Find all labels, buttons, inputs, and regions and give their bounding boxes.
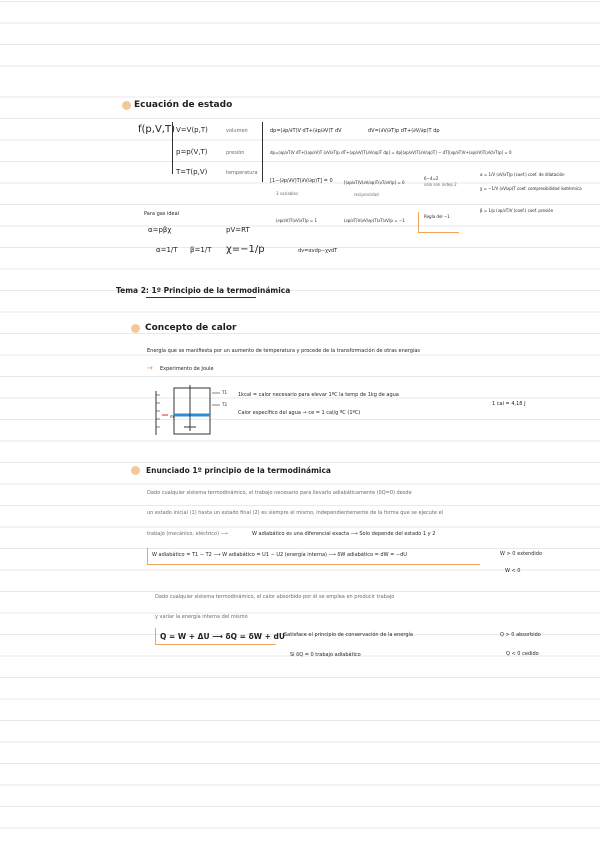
- first-law-para2-line2: y variar la energía interna del mismo: [155, 614, 248, 620]
- function-label: f(p,V,T): [138, 124, 175, 135]
- joule-apparatus-diagram: [146, 385, 232, 437]
- ideal-coef-alpha: α=1/T: [156, 246, 178, 254]
- w-condition-negative: W < 0: [505, 568, 521, 574]
- equations-divider: [262, 122, 263, 182]
- coef-beta: β = 1/p (∂p/∂T)V (coef.) coef. presión: [480, 208, 554, 213]
- ratio-equation: (∂p/∂V)T(∂V/∂T)p = 1: [276, 218, 318, 223]
- first-law-para1-line1: Dado cualquier sistema termodinámico, el trabajo necesario para llevarlo adiabáticamente (δQ=0) desde: [147, 490, 412, 496]
- bullet-dot-icon: [131, 466, 140, 475]
- def-volume-expr: V=V(p,T): [176, 126, 208, 134]
- star-note-1: 6−4=2: [424, 176, 439, 181]
- ideal-dv-equation: dv=αvdp−χvdT: [298, 248, 338, 254]
- definitions-divider: [172, 122, 173, 174]
- arrow-icon: →: [147, 364, 153, 372]
- calorie-joule-note: 1 cal = 4,18 J: [492, 401, 526, 407]
- ideal-coef-beta: β=1/T: [190, 246, 212, 254]
- specific-heat-water: Calor específico del agua → ce = 1 cal/g ºC (1ºC): [238, 410, 361, 416]
- w-adiabatic-equation: W adiabático = T1 − T2 ⟶ W adiabático = U1 − U2 (energía interna) ⟶ δW adiabático = dW = −dU: [152, 552, 407, 558]
- bracket2-equation: [(∂p/∂T)V(∂V/∂p)T(∂T/∂V)p] = 0: [344, 180, 405, 185]
- ideal-gas-label: Para gas ideal: [144, 211, 180, 217]
- topic-underline: [146, 297, 256, 298]
- q-condition-released: Q < 0 cedido: [506, 651, 539, 657]
- def-temperature-expr: T=T(p,V): [176, 168, 208, 176]
- dp-expanded-equation: dp=(∂p/∂T)V dT+[(∂p/∂V)T (∂V/∂T)p dT+(∂p/∂V)T(∂V/∂p)T dp] = dp[(∂p/∂V)T(∂V/∂p)T] − dT[(∂p/∂T)V+(∂p/∂V)T(∂V/∂T)p] = 0: [270, 150, 512, 155]
- bullet-dot-icon: [122, 101, 131, 110]
- first-law-para1-line3a: trabajo (mecánico, eléctrico) ⟶: [147, 531, 228, 537]
- q-note-conservation: Satisface el principio de conservación de la energía: [284, 632, 413, 638]
- w-condition-positive: W > 0 extendido: [500, 551, 543, 557]
- topic-title: Tema 2: 1º Principio de la termodinámica: [116, 286, 291, 295]
- dp-equation: dp=(∂p/∂T)V dT+(∂p/∂V)T dV: [270, 128, 342, 134]
- coef-chi: χ = −1/V (∂V/∂p)T coef. compresibilidad isotérmica: [480, 186, 582, 191]
- ideal-gas-equation: pV=RT: [226, 226, 250, 234]
- first-law-para1-line3b: W adiabático es una diferencial exacta ⟶ Solo depende del estado 1 y 2: [252, 531, 436, 537]
- variables-label: 3 variables: [276, 191, 299, 196]
- bullet-dot-icon: [131, 324, 140, 333]
- q-note-adiabatic: Si δQ = 0 trabajo adiabático: [290, 652, 361, 658]
- first-law-para2-line1: Dado cualquier sistema termodinámico, el calor absorbido por él se emplea en producir trabajo: [155, 594, 395, 600]
- ideal-alpha: α=pβχ: [148, 226, 172, 234]
- section-title-heat: Concepto de calor: [145, 323, 237, 333]
- euler-rule-label: Regla del −1: [424, 214, 450, 219]
- diagram-label-t1: T1: [222, 390, 227, 395]
- def-volume-note: volumen: [226, 128, 248, 134]
- def-pressure-note: presión: [226, 150, 245, 156]
- kcal-definition: 1kcal = calor necesario para elevar 1ºC la temp de 1kg de agua: [238, 392, 399, 398]
- q-equation: Q = W + ΔU ⟶ δQ = δW + dU: [160, 632, 285, 641]
- def-temperature-note: temperatura: [226, 170, 258, 176]
- first-law-para1-line2: un estado inicial (1) hasta un estado final (2) es siempre el mismo, independientemente de la forma que se ejecute el: [147, 510, 444, 516]
- bracket-equation: [1−(∂p/∂V)T(∂V/∂p)T] = 0: [270, 178, 333, 184]
- def-pressure-expr: p=p(V,T): [176, 148, 208, 156]
- cyclic-equation: (∂p/∂T)V(∂V/∂p)T(∂T/∂V)p = −1: [344, 218, 405, 223]
- diagram-label-t2: T2: [222, 402, 227, 407]
- coef-alpha: α = 1/V (∂V/∂T)p (coef.) coef. de dilatación: [480, 172, 565, 177]
- reciprocity-label: reciprocidad: [354, 192, 379, 197]
- section-title-first-law: Enunciado 1º principio de la termodinámica: [146, 466, 331, 475]
- heat-definition: Energía que se manifiesta por un aumento de temperatura y procede de la transformación de otras energías: [147, 348, 421, 354]
- dv-equation: dV=(∂V/∂T)p dT+(∂V/∂p)T dp: [368, 128, 440, 134]
- q-condition-absorbed: Q > 0 absorbido: [500, 632, 541, 638]
- ideal-coef-chi: χ=−1/p: [226, 244, 265, 255]
- section-title-state-equation: Ecuación de estado: [134, 100, 233, 110]
- diagram-label-m: m: [170, 414, 174, 419]
- joule-experiment-label: Experimento de Joule: [160, 366, 214, 372]
- star-note-2: solo son indep 2: [424, 182, 457, 187]
